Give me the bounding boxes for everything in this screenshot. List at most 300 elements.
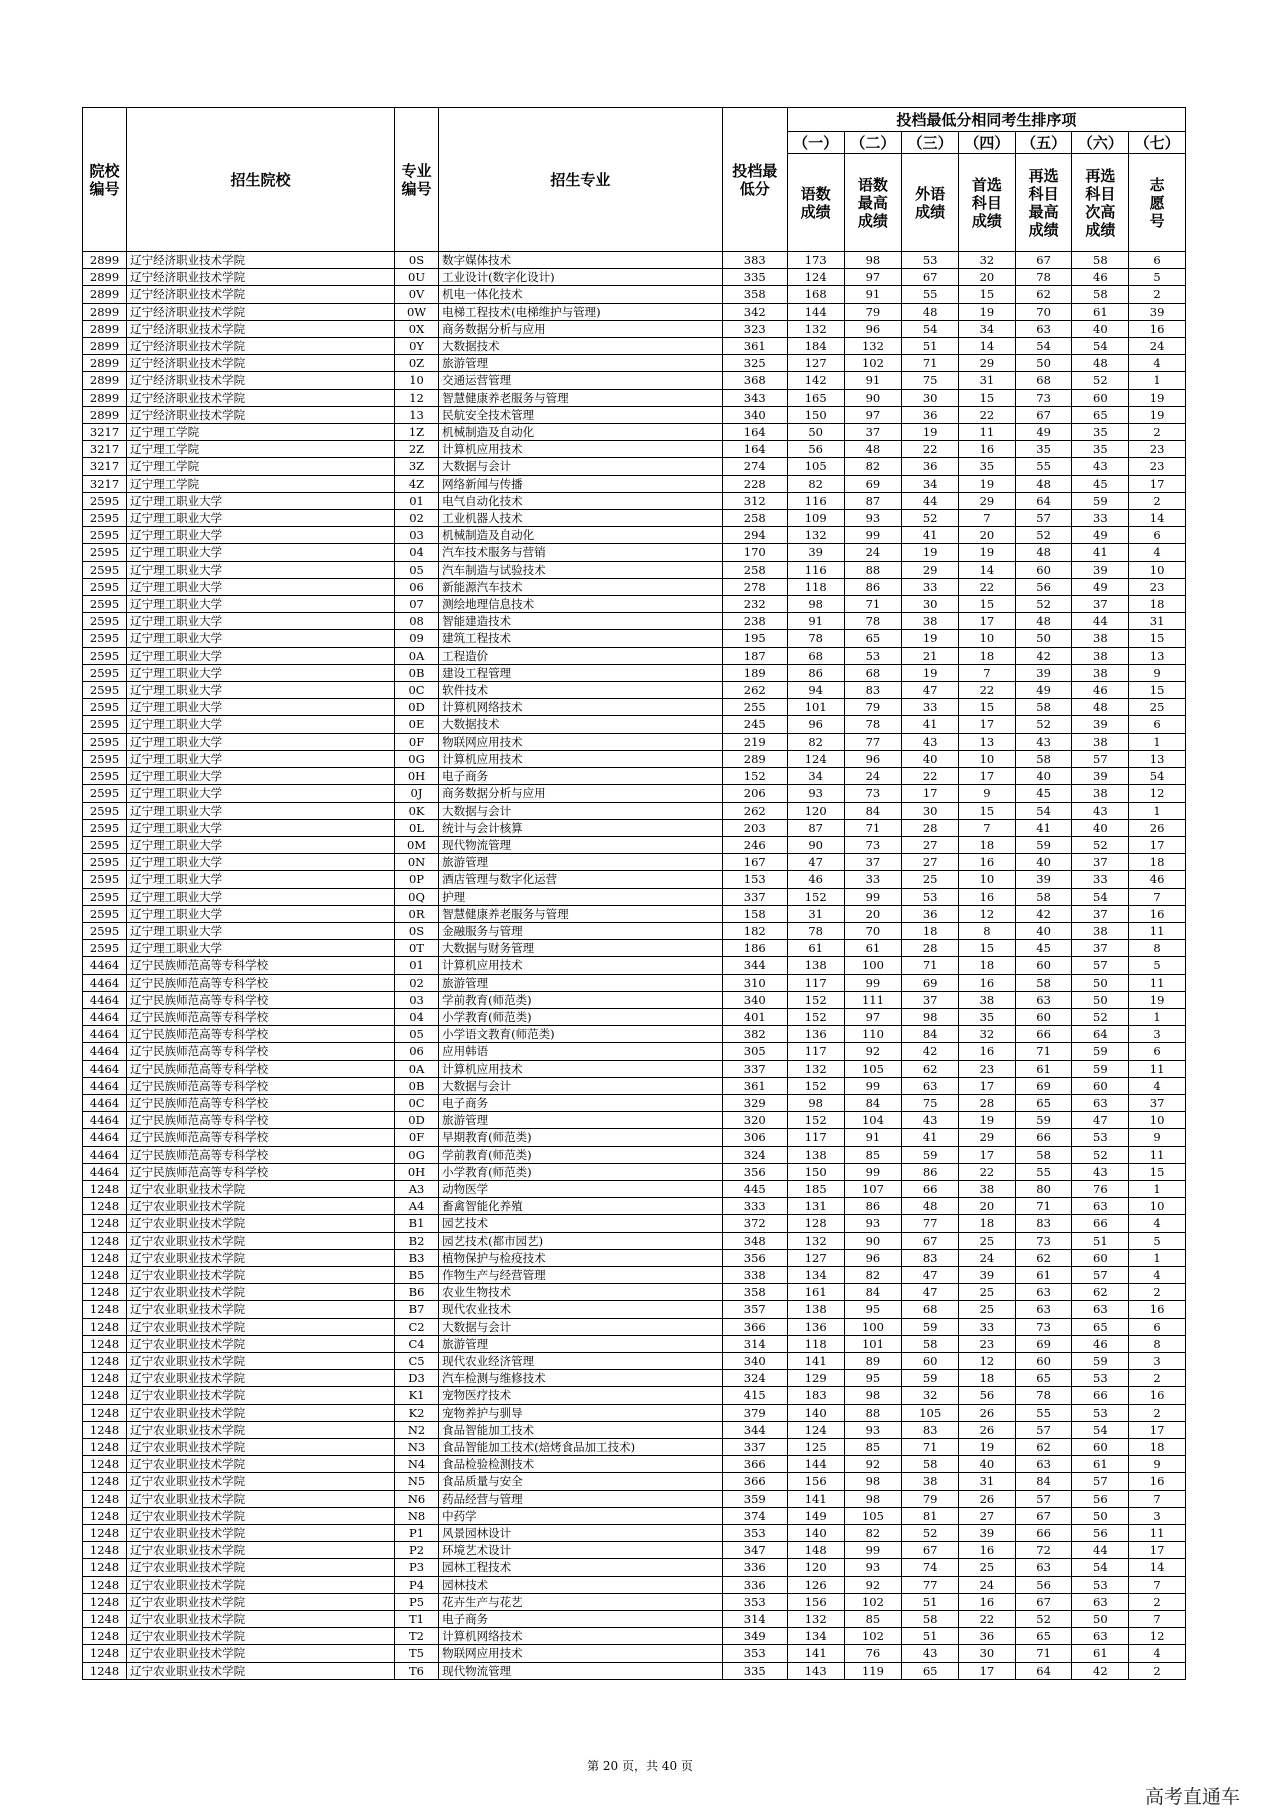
cell-major-code: 0D	[394, 1112, 438, 1129]
cell-school-name: 辽宁经济职业技术学院	[127, 269, 395, 286]
cell-foreign-lang: 30	[902, 596, 959, 613]
cell-chinese-math-max: 84	[844, 1284, 902, 1301]
cell-first-subject: 20	[959, 527, 1016, 544]
cell-foreign-lang: 28	[902, 819, 959, 836]
header-tie-num-5: （五）	[1015, 132, 1072, 154]
cell-school-name: 辽宁理工职业大学	[127, 544, 395, 561]
cell-second-subject-next: 43	[1072, 1163, 1129, 1180]
cell-first-subject: 27	[959, 1507, 1016, 1524]
cell-second-subject-max: 59	[1015, 836, 1072, 853]
table-row	[83, 1542, 1186, 1559]
cell-chinese-math: 152	[787, 888, 844, 905]
cell-foreign-lang: 47	[902, 1266, 959, 1283]
cell-min-score: 305	[722, 1043, 787, 1060]
cell-major-code: B1	[394, 1215, 438, 1232]
cell-foreign-lang: 83	[902, 1421, 959, 1438]
cell-foreign-lang: 60	[902, 1353, 959, 1370]
cell-chinese-math: 150	[787, 406, 844, 423]
cell-second-subject-next: 59	[1072, 1060, 1129, 1077]
cell-second-subject-next: 76	[1072, 1180, 1129, 1197]
cell-major-code: K1	[394, 1387, 438, 1404]
cell-foreign-lang: 17	[902, 785, 959, 802]
cell-school-name: 辽宁农业职业技术学院	[127, 1662, 395, 1679]
cell-first-subject: 17	[959, 1146, 1016, 1163]
cell-chinese-math: 116	[787, 561, 844, 578]
cell-first-subject: 8	[959, 922, 1016, 939]
cell-chinese-math: 140	[787, 1404, 844, 1421]
table-row	[83, 1387, 1186, 1404]
cell-second-subject-next: 50	[1072, 991, 1129, 1008]
cell-chinese-math-max: 88	[844, 1404, 902, 1421]
cell-choice-no: 1	[1129, 733, 1186, 750]
cell-chinese-math: 132	[787, 527, 844, 544]
cell-choice-no: 3	[1129, 1353, 1186, 1370]
cell-first-subject: 15	[959, 802, 1016, 819]
cell-first-subject: 17	[959, 1077, 1016, 1094]
cell-second-subject-max: 66	[1015, 1026, 1072, 1043]
cell-school-code: 4464	[83, 1129, 127, 1146]
cell-first-subject: 18	[959, 957, 1016, 974]
cell-foreign-lang: 51	[902, 338, 959, 355]
cell-major-name: 旅游管理	[439, 974, 723, 991]
cell-major-name: 现代农业技术	[439, 1301, 723, 1318]
cell-major-name: 网络新闻与传播	[439, 475, 723, 492]
cell-second-subject-next: 46	[1072, 682, 1129, 699]
cell-second-subject-max: 55	[1015, 1404, 1072, 1421]
cell-school-code: 4464	[83, 1094, 127, 1111]
table-row	[83, 1473, 1186, 1490]
table-row	[83, 1043, 1186, 1060]
cell-school-name: 辽宁农业职业技术学院	[127, 1335, 395, 1352]
cell-major-code: 0E	[394, 716, 438, 733]
cell-second-subject-next: 44	[1072, 613, 1129, 630]
cell-choice-no: 23	[1129, 441, 1186, 458]
cell-foreign-lang: 47	[902, 1284, 959, 1301]
cell-min-score: 445	[722, 1180, 787, 1197]
cell-foreign-lang: 41	[902, 527, 959, 544]
cell-foreign-lang: 33	[902, 699, 959, 716]
cell-major-code: N5	[394, 1473, 438, 1490]
cell-major-code: 0L	[394, 819, 438, 836]
cell-foreign-lang: 67	[902, 1232, 959, 1249]
table-row	[83, 1112, 1186, 1129]
table-row	[83, 1163, 1186, 1180]
cell-min-score: 356	[722, 1163, 787, 1180]
cell-choice-no: 11	[1129, 922, 1186, 939]
cell-choice-no: 15	[1129, 1163, 1186, 1180]
cell-school-name: 辽宁农业职业技术学院	[127, 1456, 395, 1473]
cell-min-score: 323	[722, 320, 787, 337]
cell-chinese-math: 94	[787, 682, 844, 699]
cell-first-subject: 29	[959, 355, 1016, 372]
table-row	[83, 1490, 1186, 1507]
cell-second-subject-max: 67	[1015, 1593, 1072, 1610]
cell-choice-no: 11	[1129, 1525, 1186, 1542]
cell-school-code: 1248	[83, 1301, 127, 1318]
cell-school-name: 辽宁理工学院	[127, 441, 395, 458]
cell-chinese-math: 56	[787, 441, 844, 458]
cell-min-score: 238	[722, 613, 787, 630]
cell-chinese-math: 165	[787, 389, 844, 406]
cell-second-subject-max: 55	[1015, 1163, 1072, 1180]
cell-min-score: 278	[722, 578, 787, 595]
cell-school-code: 2899	[83, 303, 127, 320]
cell-foreign-lang: 98	[902, 1008, 959, 1025]
cell-school-code: 2595	[83, 888, 127, 905]
cell-chinese-math: 134	[787, 1628, 844, 1645]
cell-major-code: C5	[394, 1353, 438, 1370]
cell-first-subject: 56	[959, 1387, 1016, 1404]
header-tie-num-6: （六）	[1072, 132, 1129, 154]
cell-second-subject-next: 54	[1072, 888, 1129, 905]
cell-second-subject-next: 56	[1072, 1525, 1129, 1542]
table-row	[83, 372, 1186, 389]
cell-second-subject-max: 66	[1015, 1525, 1072, 1542]
cell-chinese-math-max: 102	[844, 1628, 902, 1645]
table-row	[83, 252, 1186, 269]
cell-school-name: 辽宁理工职业大学	[127, 630, 395, 647]
cell-school-name: 辽宁民族师范高等专科学校	[127, 1094, 395, 1111]
cell-foreign-lang: 71	[902, 1439, 959, 1456]
cell-second-subject-next: 42	[1072, 1662, 1129, 1679]
cell-second-subject-next: 59	[1072, 1353, 1129, 1370]
cell-major-name: 园林工程技术	[439, 1559, 723, 1576]
cell-major-code: N3	[394, 1439, 438, 1456]
cell-choice-no: 6	[1129, 1043, 1186, 1060]
header-tie-num-4: （四）	[959, 132, 1016, 154]
cell-second-subject-max: 69	[1015, 1077, 1072, 1094]
cell-second-subject-max: 58	[1015, 1146, 1072, 1163]
cell-major-code: 0W	[394, 303, 438, 320]
cell-major-name: 电梯工程技术(电梯维护与管理)	[439, 303, 723, 320]
cell-min-score: 366	[722, 1318, 787, 1335]
cell-chinese-math-max: 89	[844, 1353, 902, 1370]
cell-major-code: P3	[394, 1559, 438, 1576]
cell-chinese-math: 138	[787, 1301, 844, 1318]
table-row	[83, 1525, 1186, 1542]
cell-second-subject-max: 41	[1015, 819, 1072, 836]
cell-chinese-math-max: 83	[844, 682, 902, 699]
cell-foreign-lang: 38	[902, 613, 959, 630]
cell-foreign-lang: 68	[902, 1301, 959, 1318]
cell-min-score: 349	[722, 1628, 787, 1645]
cell-school-name: 辽宁民族师范高等专科学校	[127, 1043, 395, 1060]
cell-choice-no: 9	[1129, 1456, 1186, 1473]
cell-chinese-math-max: 86	[844, 1198, 902, 1215]
cell-second-subject-max: 58	[1015, 750, 1072, 767]
cell-chinese-math-max: 96	[844, 750, 902, 767]
cell-major-code: B6	[394, 1284, 438, 1301]
cell-chinese-math-max: 96	[844, 320, 902, 337]
cell-major-code: 0S	[394, 922, 438, 939]
cell-chinese-math-max: 97	[844, 269, 902, 286]
cell-foreign-lang: 51	[902, 1593, 959, 1610]
cell-school-code: 2899	[83, 372, 127, 389]
cell-chinese-math-max: 101	[844, 1335, 902, 1352]
cell-choice-no: 7	[1129, 1611, 1186, 1628]
cell-choice-no: 16	[1129, 1387, 1186, 1404]
header-tie-num-2: （二）	[844, 132, 902, 154]
cell-second-subject-next: 48	[1072, 355, 1129, 372]
cell-second-subject-max: 52	[1015, 1611, 1072, 1628]
cell-chinese-math: 183	[787, 1387, 844, 1404]
cell-school-name: 辽宁理工职业大学	[127, 905, 395, 922]
cell-second-subject-max: 49	[1015, 424, 1072, 441]
cell-major-name: 计算机应用技术	[439, 441, 723, 458]
cell-school-code: 1248	[83, 1611, 127, 1628]
cell-major-name: 食品检验检测技术	[439, 1456, 723, 1473]
cell-min-score: 340	[722, 991, 787, 1008]
header-tie-label-5: 再选 科目 最高 成绩	[1015, 154, 1072, 252]
cell-school-name: 辽宁民族师范高等专科学校	[127, 1026, 395, 1043]
cell-first-subject: 7	[959, 819, 1016, 836]
cell-school-name: 辽宁理工职业大学	[127, 527, 395, 544]
cell-chinese-math-max: 95	[844, 1301, 902, 1318]
table-row	[83, 647, 1186, 664]
table-row	[83, 922, 1186, 939]
cell-school-name: 辽宁农业职业技术学院	[127, 1439, 395, 1456]
cell-choice-no: 14	[1129, 510, 1186, 527]
cell-choice-no: 11	[1129, 1146, 1186, 1163]
cell-major-name: 工业机器人技术	[439, 510, 723, 527]
cell-chinese-math-max: 132	[844, 338, 902, 355]
table-row	[83, 441, 1186, 458]
cell-second-subject-max: 54	[1015, 338, 1072, 355]
cell-choice-no: 15	[1129, 682, 1186, 699]
cell-school-name: 辽宁经济职业技术学院	[127, 252, 395, 269]
cell-choice-no: 31	[1129, 613, 1186, 630]
header-tie-label-2: 语数 最高 成绩	[844, 154, 902, 252]
cell-min-score: 361	[722, 338, 787, 355]
cell-second-subject-next: 40	[1072, 819, 1129, 836]
cell-min-score: 324	[722, 1370, 787, 1387]
cell-second-subject-max: 60	[1015, 1008, 1072, 1025]
cell-min-score: 374	[722, 1507, 787, 1524]
cell-min-score: 152	[722, 768, 787, 785]
cell-major-code: N2	[394, 1421, 438, 1438]
cell-second-subject-next: 45	[1072, 475, 1129, 492]
cell-major-code: C4	[394, 1335, 438, 1352]
table-row	[83, 406, 1186, 423]
table-row	[83, 854, 1186, 871]
table-row	[83, 785, 1186, 802]
cell-major-code: P2	[394, 1542, 438, 1559]
cell-school-code: 2595	[83, 733, 127, 750]
cell-chinese-math: 144	[787, 303, 844, 320]
cell-choice-no: 12	[1129, 785, 1186, 802]
cell-foreign-lang: 48	[902, 303, 959, 320]
cell-chinese-math-max: 99	[844, 1542, 902, 1559]
cell-chinese-math: 82	[787, 475, 844, 492]
cell-chinese-math-max: 100	[844, 1318, 902, 1335]
cell-school-code: 2595	[83, 785, 127, 802]
cell-chinese-math: 142	[787, 372, 844, 389]
cell-second-subject-max: 63	[1015, 1456, 1072, 1473]
cell-school-name: 辽宁理工职业大学	[127, 785, 395, 802]
cell-choice-no: 9	[1129, 1129, 1186, 1146]
cell-second-subject-max: 84	[1015, 1473, 1072, 1490]
table-row	[83, 320, 1186, 337]
cell-chinese-math-max: 90	[844, 1232, 902, 1249]
cell-school-code: 1248	[83, 1490, 127, 1507]
cell-first-subject: 22	[959, 1611, 1016, 1628]
cell-major-code: 0Z	[394, 355, 438, 372]
cell-major-code: 08	[394, 613, 438, 630]
cell-choice-no: 13	[1129, 647, 1186, 664]
table-row	[83, 613, 1186, 630]
table-row	[83, 682, 1186, 699]
cell-major-code: A3	[394, 1180, 438, 1197]
cell-second-subject-max: 67	[1015, 1507, 1072, 1524]
cell-second-subject-next: 50	[1072, 1611, 1129, 1628]
cell-major-code: P5	[394, 1593, 438, 1610]
cell-chinese-math: 120	[787, 802, 844, 819]
cell-choice-no: 2	[1129, 1404, 1186, 1421]
cell-second-subject-next: 57	[1072, 1473, 1129, 1490]
cell-major-name: 药品经营与管理	[439, 1490, 723, 1507]
cell-second-subject-next: 52	[1072, 1008, 1129, 1025]
cell-first-subject: 28	[959, 1094, 1016, 1111]
cell-second-subject-next: 54	[1072, 1559, 1129, 1576]
cell-second-subject-max: 48	[1015, 544, 1072, 561]
cell-min-score: 344	[722, 957, 787, 974]
cell-first-subject: 25	[959, 1301, 1016, 1318]
cell-school-code: 1248	[83, 1559, 127, 1576]
cell-major-name: 学前教育(师范类)	[439, 991, 723, 1008]
cell-second-subject-next: 43	[1072, 458, 1129, 475]
cell-chinese-math-max: 90	[844, 389, 902, 406]
cell-school-name: 辽宁农业职业技术学院	[127, 1525, 395, 1542]
table-row	[83, 1439, 1186, 1456]
cell-min-score: 382	[722, 1026, 787, 1043]
cell-school-code: 1248	[83, 1645, 127, 1662]
cell-second-subject-max: 80	[1015, 1180, 1072, 1197]
cell-school-name: 辽宁农业职业技术学院	[127, 1473, 395, 1490]
cell-foreign-lang: 58	[902, 1456, 959, 1473]
cell-first-subject: 32	[959, 252, 1016, 269]
cell-chinese-math: 46	[787, 871, 844, 888]
cell-major-code: 0F	[394, 1129, 438, 1146]
cell-min-score: 228	[722, 475, 787, 492]
table-row	[83, 1559, 1186, 1576]
cell-second-subject-max: 65	[1015, 1628, 1072, 1645]
cell-foreign-lang: 59	[902, 1318, 959, 1335]
cell-second-subject-max: 62	[1015, 286, 1072, 303]
cell-min-score: 340	[722, 406, 787, 423]
cell-school-name: 辽宁民族师范高等专科学校	[127, 1112, 395, 1129]
cell-min-score: 289	[722, 750, 787, 767]
cell-min-score: 361	[722, 1077, 787, 1094]
cell-second-subject-next: 53	[1072, 1370, 1129, 1387]
cell-choice-no: 23	[1129, 458, 1186, 475]
table-row	[83, 664, 1186, 681]
cell-foreign-lang: 41	[902, 1129, 959, 1146]
cell-choice-no: 7	[1129, 1490, 1186, 1507]
cell-chinese-math-max: 78	[844, 716, 902, 733]
cell-min-score: 189	[722, 664, 787, 681]
cell-foreign-lang: 65	[902, 1662, 959, 1679]
cell-min-score: 274	[722, 458, 787, 475]
cell-second-subject-next: 49	[1072, 527, 1129, 544]
cell-second-subject-max: 71	[1015, 1043, 1072, 1060]
cell-foreign-lang: 25	[902, 871, 959, 888]
table-row	[83, 475, 1186, 492]
table-row	[83, 1094, 1186, 1111]
cell-major-name: 数字媒体技术	[439, 252, 723, 269]
cell-major-name: 小学语文教育(师范类)	[439, 1026, 723, 1043]
cell-major-name: 护理	[439, 888, 723, 905]
table-row	[83, 1507, 1186, 1524]
cell-second-subject-max: 59	[1015, 1112, 1072, 1129]
cell-chinese-math: 68	[787, 647, 844, 664]
header-tie-group: 投档最低分相同考生排序项	[787, 108, 1185, 132]
cell-choice-no: 6	[1129, 716, 1186, 733]
cell-min-score: 353	[722, 1645, 787, 1662]
cell-chinese-math-max: 79	[844, 303, 902, 320]
cell-foreign-lang: 77	[902, 1215, 959, 1232]
cell-min-score: 338	[722, 1266, 787, 1283]
cell-second-subject-next: 41	[1072, 544, 1129, 561]
cell-major-code: 0Y	[394, 338, 438, 355]
cell-min-score: 320	[722, 1112, 787, 1129]
cell-choice-no: 14	[1129, 1559, 1186, 1576]
table-row	[83, 1008, 1186, 1025]
cell-first-subject: 14	[959, 561, 1016, 578]
cell-chinese-math-max: 100	[844, 957, 902, 974]
cell-chinese-math: 61	[787, 940, 844, 957]
cell-major-name: 小学教育(师范类)	[439, 1163, 723, 1180]
cell-school-code: 1248	[83, 1421, 127, 1438]
cell-chinese-math: 126	[787, 1576, 844, 1593]
cell-school-code: 1248	[83, 1180, 127, 1197]
cell-second-subject-next: 63	[1072, 1593, 1129, 1610]
cell-school-code: 2595	[83, 613, 127, 630]
cell-school-name: 辽宁农业职业技术学院	[127, 1180, 395, 1197]
cell-second-subject-next: 60	[1072, 1249, 1129, 1266]
cell-major-name: 智慧健康养老服务与管理	[439, 905, 723, 922]
cell-chinese-math: 156	[787, 1473, 844, 1490]
cell-school-code: 2899	[83, 320, 127, 337]
cell-min-score: 164	[722, 424, 787, 441]
cell-second-subject-max: 50	[1015, 355, 1072, 372]
cell-major-code: 01	[394, 492, 438, 509]
table-row	[83, 802, 1186, 819]
cell-chinese-math: 129	[787, 1370, 844, 1387]
table-row	[83, 1077, 1186, 1094]
cell-second-subject-max: 63	[1015, 1284, 1072, 1301]
cell-second-subject-max: 58	[1015, 699, 1072, 716]
cell-school-code: 3217	[83, 458, 127, 475]
cell-major-name: 电子商务	[439, 1611, 723, 1628]
cell-school-name: 辽宁农业职业技术学院	[127, 1507, 395, 1524]
cell-second-subject-next: 46	[1072, 1335, 1129, 1352]
cell-choice-no: 16	[1129, 1301, 1186, 1318]
cell-school-name: 辽宁理工职业大学	[127, 682, 395, 699]
cell-foreign-lang: 21	[902, 647, 959, 664]
cell-major-code: 4Z	[394, 475, 438, 492]
cell-major-name: 小学教育(师范类)	[439, 1008, 723, 1025]
cell-min-score: 258	[722, 561, 787, 578]
table-row	[83, 1060, 1186, 1077]
cell-school-code: 1248	[83, 1198, 127, 1215]
cell-min-score: 206	[722, 785, 787, 802]
cell-major-code: T1	[394, 1611, 438, 1628]
cell-first-subject: 10	[959, 630, 1016, 647]
cell-chinese-math-max: 98	[844, 1490, 902, 1507]
cell-school-name: 辽宁经济职业技术学院	[127, 320, 395, 337]
cell-school-name: 辽宁理工职业大学	[127, 836, 395, 853]
cell-second-subject-max: 78	[1015, 269, 1072, 286]
